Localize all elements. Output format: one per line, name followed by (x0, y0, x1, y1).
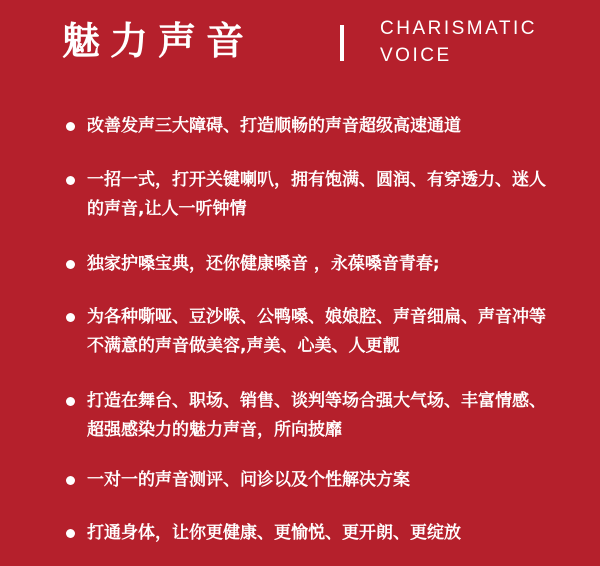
bullet-icon (66, 397, 75, 406)
title-chinese: 魅力声音 (62, 19, 255, 63)
bullet-icon (66, 529, 75, 538)
list-item (66, 303, 556, 361)
bullet-icon (66, 260, 75, 269)
list-item (66, 250, 556, 279)
list-item (66, 519, 556, 548)
list-item-text: 一对一的声音测评、问诊以及个性解决方案 (87, 470, 410, 490)
list-item-text: 打通身体，让你更健康、更愉悦、更开朗、更绽放 (87, 523, 461, 543)
list-item-text: 独家护嗓宝典，还你健康嗓音 ，永葆嗓音青春; (87, 254, 440, 274)
list-item (66, 387, 556, 445)
list-item-text: 一招一式，打开关键喇叭，拥有饱满、圆润、有穿透力、迷人的声音,让人一听钟情 (87, 170, 546, 219)
list-item (66, 112, 556, 141)
bullet-icon (66, 476, 75, 485)
title-english-line-2: VOICE (380, 45, 452, 66)
list-item (66, 466, 556, 495)
list-item-text: 打造在舞台、职场、销售、谈判等场合强大气场、丰富情感、超强感染力的魅力声音，所向披靡 (87, 391, 546, 440)
bullet-icon (66, 313, 75, 322)
title-english-line-1: CHARISMATIC (380, 18, 537, 39)
list-item-text: 为各种嘶哑、豆沙喉、公鸭嗓、娘娘腔、声音细扁、声音冲等不满意的声音做美容,声美、心美、人更靓 (87, 307, 546, 356)
list-item-text: 改善发声三大障碍、打造顺畅的声音超级高速通道 (87, 116, 461, 136)
list-item (66, 166, 556, 224)
bullet-icon (66, 122, 75, 131)
bullet-icon (66, 176, 75, 185)
